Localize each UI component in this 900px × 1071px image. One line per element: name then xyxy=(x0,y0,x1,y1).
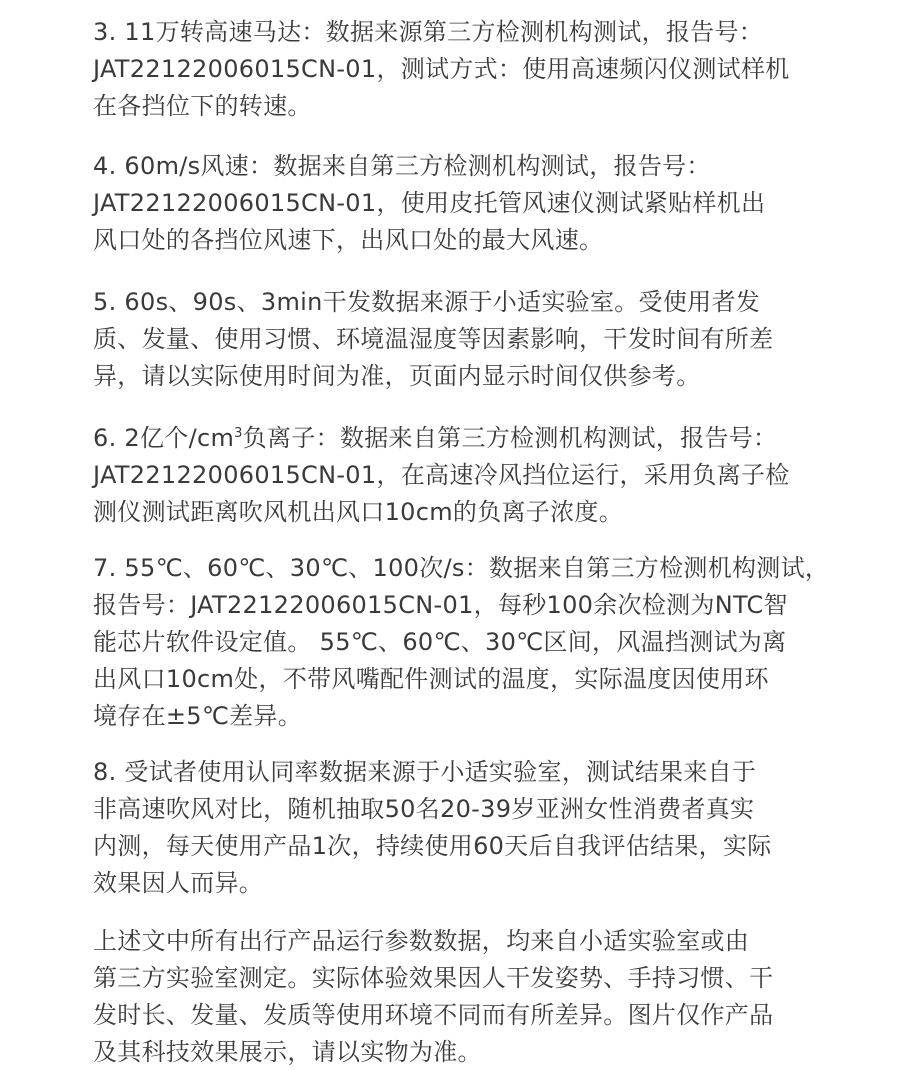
note-line: 发时长、发量、发质等使用环境不同而有所差异。图片仅作产品 xyxy=(93,1001,774,1029)
note-line: 能芯片软件设定值。 55℃、60℃、30℃区间，风温挡测试为离 xyxy=(93,628,787,656)
note-line: 效果因人而异。 xyxy=(93,869,264,897)
note-line: JAT22122006015CN-01，测试方式：使用高速频闪仪测试样机 xyxy=(93,55,790,83)
note-line: 出风口10cm处，不带风嘴配件测试的温度，实际温度因使用环 xyxy=(93,665,769,693)
superscript-3: 3 xyxy=(234,426,243,441)
note-6-suffix: 负离子：数据来自第三方检测机构测试，报告号： xyxy=(242,424,778,452)
note-line: 境存在±5℃差异。 xyxy=(93,702,303,730)
note-line: 报告号：JAT22122006015CN-01，每秒100余次检测为NTC智 xyxy=(93,591,788,619)
note-line: 在各挡位下的转速。 xyxy=(93,92,312,120)
note-line: 非高速吹风对比，随机抽取50名20-39岁亚洲女性消费者真实 xyxy=(93,795,755,823)
note-3-motor-speed xyxy=(93,14,812,125)
note-6-negative-ions xyxy=(93,420,812,531)
note-5-drying-time xyxy=(93,284,812,395)
note-line: JAT22122006015CN-01，在高速冷风挡位运行，采用负离子检 xyxy=(93,461,790,489)
note-line: 8. 受试者使用认同率数据来源于小适实验室，测试结果来自于 xyxy=(93,758,757,786)
note-line: 异，请以实际使用时间为准，页面内显示时间仅供参考。 xyxy=(93,362,701,390)
note-line: 测仪测试距离吹风机出风口10cm的负离子浓度。 xyxy=(93,498,624,526)
note-line: 5. 60s、90s、3min干发数据来源于小适实验室。受使用者发 xyxy=(93,288,761,316)
note-line: 3. 11万转高速马达：数据来源第三方检测机构测试，报告号： xyxy=(93,18,764,46)
note-line xyxy=(93,420,812,457)
note-line: 7. 55℃、60℃、30℃、100次/s：数据来自第三方检测机构测试， xyxy=(93,554,830,582)
note-line: 上述文中所有出行产品运行参数数据，均来自小适实验室或由 xyxy=(93,927,750,955)
note-line: 4. 60m/s风速：数据来自第三方检测机构测试，报告号： xyxy=(93,152,711,180)
note-line: 及其科技效果展示，请以实物为准。 xyxy=(93,1038,482,1066)
note-line: 风口处的各挡位风速下，出风口处的最大风速。 xyxy=(93,226,604,254)
note-7-temperature xyxy=(93,550,830,735)
note-line: 内测，每天使用产品1次，持续使用60天后自我评估结果，实际 xyxy=(93,832,772,860)
note-line: 质、发量、使用习惯、环境温湿度等因素影响，干发时间有所差 xyxy=(93,325,774,353)
note-line: JAT22122006015CN-01，使用皮托管风速仪测试紧贴样机出 xyxy=(93,189,766,217)
note-4-wind-speed xyxy=(93,148,812,259)
general-disclaimer xyxy=(93,923,812,1071)
note-6-prefix: 6. 2亿个/cm xyxy=(93,424,235,452)
note-8-user-approval xyxy=(93,754,812,902)
note-line: 第三方实验室测定。实际体验效果因人干发姿势、手持习惯、干 xyxy=(93,964,774,992)
